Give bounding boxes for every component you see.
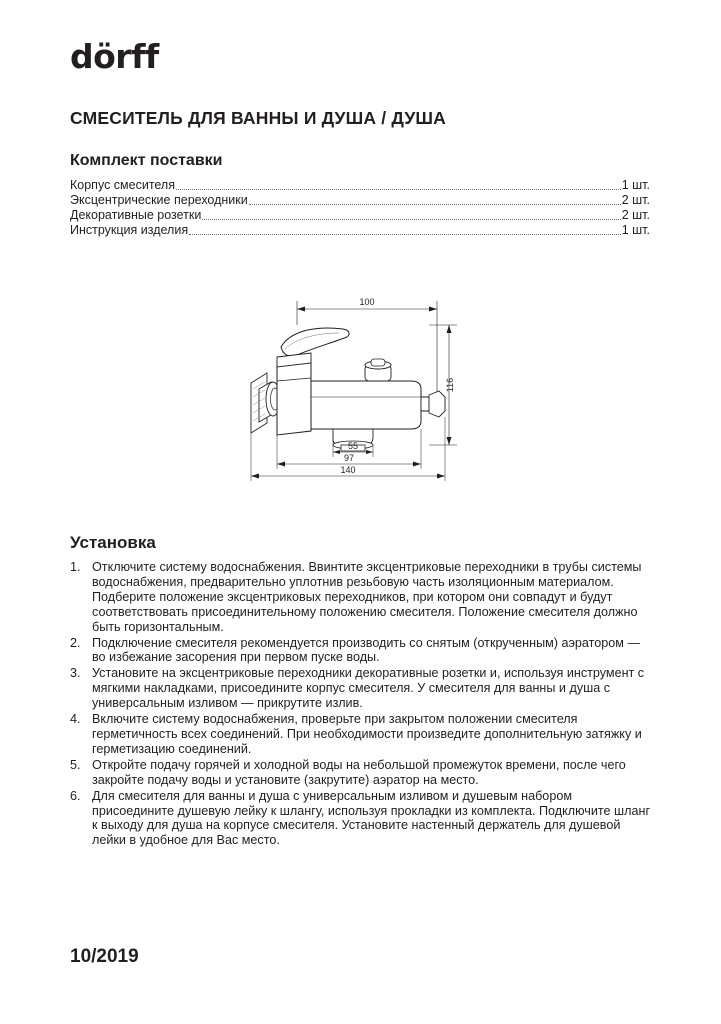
document-date: 10/2019 [70, 946, 139, 967]
step-number: 3. [70, 666, 81, 681]
list-item [70, 560, 655, 635]
product-technical-drawing [215, 285, 515, 485]
step-text: Включите систему водоснабжения, проверьте при закрытом положении смесителя герметичность всех соединений. При необходимости произведите дополнительную затяжку и герметизацию соединений. [92, 712, 642, 756]
step-text: Откройте подачу горячей и холодной воды на небольшой промежуток времени, после чего закройте подачу воды и установите (закрутите) аэратор на место. [92, 757, 626, 787]
list-item [70, 178, 650, 193]
step-text: Установите на эксцентриковые переходники декоративные розетки и, используя инструмент с мягкими накладками, присоедините корпус смесителя. У смесителя для ванны и душа с универсальным изливом — прикрутите излив. [92, 666, 645, 711]
list-item [70, 208, 650, 223]
kit-section-heading: Комплект поставки [70, 152, 223, 169]
kit-item-label: Эксцентрические переходники [70, 193, 248, 207]
dimension-label-spout-inner: 55 [347, 441, 359, 451]
list-item [70, 193, 650, 208]
kit-item-qty: 2 шт. [621, 208, 650, 222]
dimension-label-height: 116 [445, 377, 455, 393]
step-number: 6. [70, 788, 81, 803]
dimension-label-spout-mid: 97 [343, 453, 355, 463]
page-title: СМЕСИТЕЛЬ ДЛЯ ВАННЫ И ДУША / ДУША [70, 108, 447, 128]
step-text: Подключение смесителя рекомендуется производить со снятым (открученным) аэратором — во избежание засорения при первом пуске воды. [92, 635, 641, 665]
leader-dots [202, 218, 620, 220]
dimension-label-top-width: 100 [359, 297, 375, 307]
kit-item-qty: 1 шт. [621, 223, 650, 237]
list-item [70, 223, 650, 238]
step-text: Отключите систему водоснабжения. Ввинтите эксцентриковые переходники в трубы системы водоснабжения, предварительно уплотнив резьбовую часть изоляционным материалом. Подберите положение эксцентриковых переходников, при котором они совпадут и будут соответствовать присоединительному положению смесителя. Положение смесителя должно быть горизонтальным. [92, 560, 642, 634]
list-item [70, 636, 655, 666]
step-number: 4. [70, 712, 81, 727]
leader-dots [189, 233, 621, 235]
kit-item-label: Инструкция изделия [70, 223, 189, 237]
kit-item-qty: 2 шт. [621, 193, 650, 207]
brand-logo: dörff [70, 37, 159, 76]
list-item [70, 666, 655, 711]
list-item [70, 712, 655, 757]
list-item [70, 789, 655, 849]
installation-steps [70, 560, 655, 849]
step-text: Для смесителя для ванны и душа с универсальным изливом и душевым набором присоедините душевую лейку к шлангу, используя прокладки из комплекта. Подключите шланг к выходу для душа на корпусе смесителя. Установите настенный держатель для душевой лейки в удобное для Вас место. [92, 788, 651, 848]
kit-list [70, 178, 650, 238]
list-item [70, 758, 655, 788]
kit-item-label: Декоративные розетки [70, 208, 202, 222]
installation-section-heading: Установка [70, 533, 156, 552]
step-number: 2. [70, 635, 81, 650]
dimension-label-total-depth: 140 [340, 465, 356, 475]
leader-dots [176, 188, 621, 190]
kit-item-label: Корпус смесителя [70, 178, 175, 192]
step-number: 1. [70, 560, 81, 574]
step-number: 5. [70, 757, 81, 772]
kit-item-qty: 1 шт. [621, 178, 650, 192]
leader-dots [249, 203, 621, 205]
